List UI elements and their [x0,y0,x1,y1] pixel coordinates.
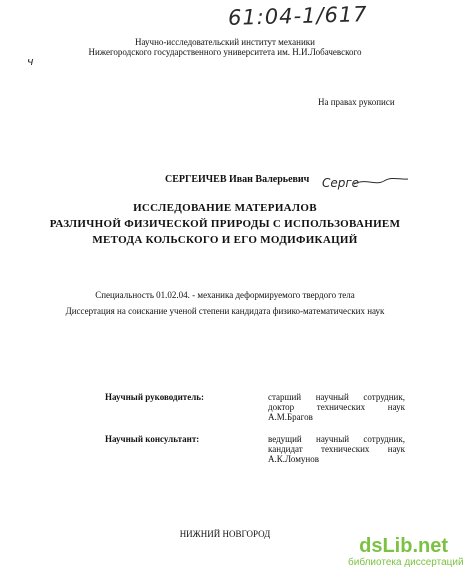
rights-notice: На правах рукописи [318,97,395,107]
title-line-3: МЕТОДА КОЛЬСКОГО И ЕГО МОДИФИКАЦИЙ [92,234,358,246]
signature-text: Серге [322,176,360,190]
supervisor-line-1: старший научный сотрудник, [268,392,405,402]
watermark-tagline: библиотека диссертаций [348,557,464,568]
specialty-line: Специальность 01.02.04. - механика деформируемого твердого тела [95,290,355,300]
institute-line-2: Нижегородского государственного университета им. Н.И.Лобачевского [88,47,362,57]
consultant-line-2: кандидат технических наук [268,444,405,454]
supervisor-label: Научный руководитель: [105,392,204,402]
handwritten-archive-code: 61:04-1/617 [227,2,368,30]
dissertation-title [0,200,450,248]
institute-line-1: Научно-исследовательский институт механики [135,37,315,47]
handwritten-margin-mark: ч [27,55,34,68]
author-name: СЕРГЕИЧЕВ Иван Валерьевич [165,174,310,185]
consultant-details [268,434,405,464]
supervisor-name: А.М.Брагов [268,412,313,422]
supervisor-details [268,392,405,422]
signature-stroke [320,170,410,196]
consultant-name: А.К.Ломунов [268,454,319,464]
consultant-line-1: ведущий научный сотрудник, [268,434,405,444]
title-line-1: ИССЛЕДОВАНИЕ МАТЕРИАЛОВ [133,202,317,214]
supervisor-line-2: доктор технических наук [268,402,405,412]
consultant-label: Научный консультант: [105,434,200,444]
watermark [348,535,464,579]
city-line: НИЖНИЙ НОВГОРОД [179,529,271,539]
watermark-brand: dsLib.net [359,535,448,557]
title-line-2: РАЗЛИЧНОЙ ФИЗИЧЕСКОЙ ПРИРОДЫ С ИСПОЛЬЗОВАНИЕМ [49,218,401,230]
degree-line: Диссертация на соискание ученой степени кандидата физико-математических наук [65,306,385,316]
handwritten-signature [320,170,410,196]
